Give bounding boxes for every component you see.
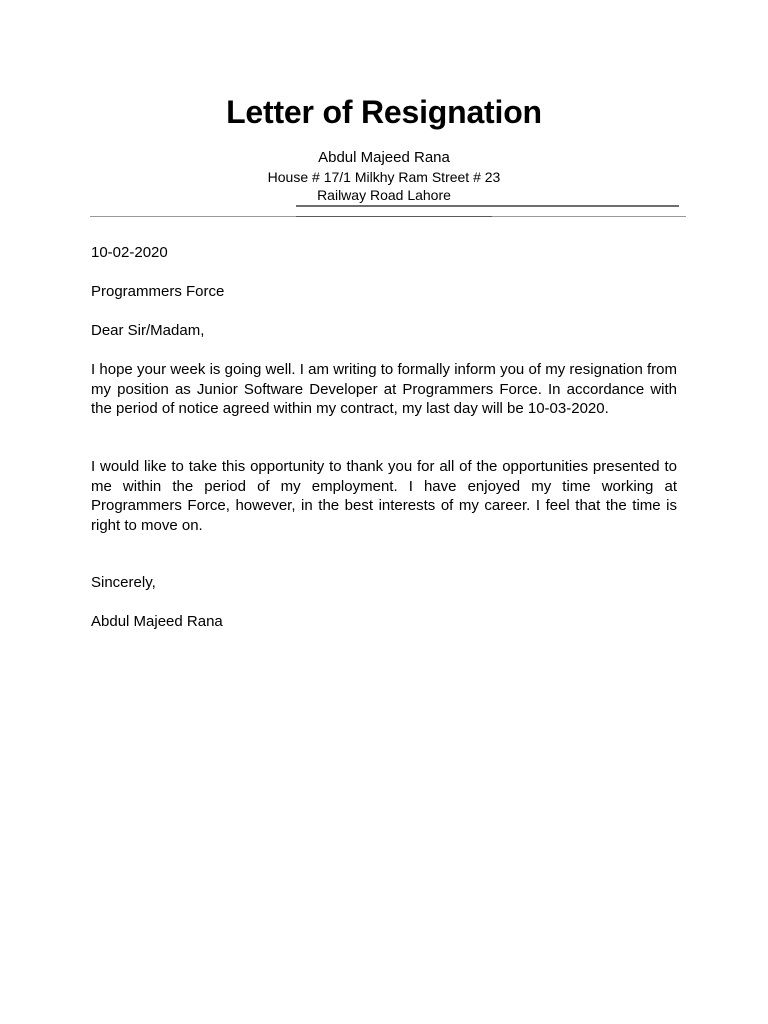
body-paragraph-1: I hope your week is going well. I am writing to formally inform you of my resignation from my position as Junior Software Developer at Programmers Force. In accordance with the period of notice agreed within my contract, my last day will be 10-03-2020.: [91, 361, 677, 417]
sender-address-line1: House # 17/1 Milkhy Ram Street # 23: [267, 169, 501, 185]
signature-name: Abdul Majeed Rana: [91, 613, 223, 630]
salutation: Dear Sir/Madam,: [91, 322, 205, 339]
sender-address-line2: Railway Road Lahore: [317, 187, 451, 203]
letter-title: Letter of Resignation: [226, 94, 542, 130]
body-paragraph-2: I would like to take this opportunity to thank you for all of the opportunities presented to me within the period of my employment. I have enjoyed my time working at Programmers Force, however, in the best interests of my career. I feel that the time is right to move on.: [91, 458, 677, 534]
header-divider-top: [296, 205, 679, 207]
recipient-company: Programmers Force: [91, 283, 225, 300]
sender-name: Abdul Majeed Rana: [318, 149, 450, 166]
letter-date: 10-02-2020: [91, 244, 168, 261]
closing: Sincerely,: [91, 574, 156, 591]
header-divider-accent: [296, 216, 492, 217]
